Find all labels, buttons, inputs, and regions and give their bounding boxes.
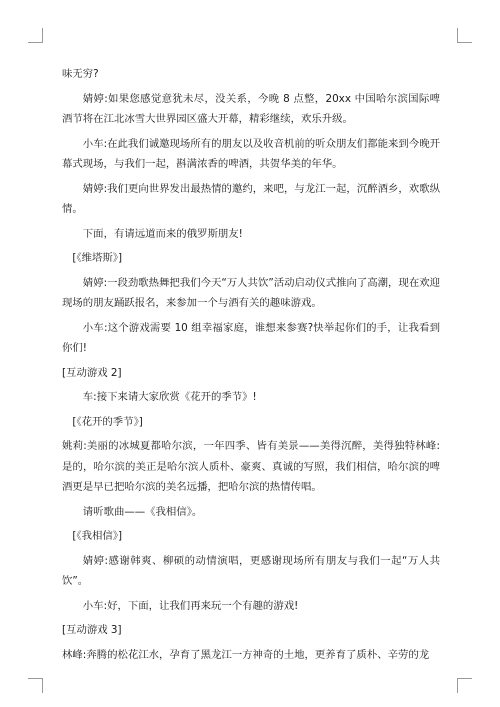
paragraph: 请听歌曲——《我相信》。 bbox=[82, 505, 203, 518]
crop-mark-top-left bbox=[28, 28, 43, 43]
crop-mark-top-right bbox=[457, 28, 472, 43]
paragraph: 婧婷:感谢韩爽、柳硕的动情演唱，更感谢现场所有朋友与我们一起“万人共饮”。 bbox=[62, 554, 440, 587]
paragraph: [互动游戏 2] bbox=[62, 366, 122, 379]
paragraph: 车:接下来请大家欣赏《花开的季节》! bbox=[82, 391, 257, 403]
crop-mark-bottom-left bbox=[28, 678, 43, 693]
paragraph: 下面，有请远道而来的俄罗斯朋友! bbox=[82, 227, 243, 240]
paragraph: [《维塔斯》] bbox=[72, 252, 123, 264]
paragraph: 味无穷? bbox=[62, 68, 99, 80]
paragraph: 婧婷:一段劲歌热舞把我们今天“万人共饮”活动启动仪式推向了高潮，现在欢迎现场的朋友踊跃报名，来参加一个与酒有关的趣味游戏。 bbox=[62, 276, 440, 309]
paragraph: 婧婷:我们更向世界发出最热情的邀约，来吧，与龙江一起，沉醉酒乡，欢歌纵情。 bbox=[62, 182, 440, 215]
paragraph: 姚莉:美丽的冰城夏都哈尔滨，一年四季、皆有美景——美得沉醉，美得独特林峰:是的，哈尔滨的美正是哈尔滨人质朴、豪爽、真诚的写照，我们相信，哈尔滨的啤酒更是早已把哈尔滨的美名远播，把哈尔滨的热情传唱。 bbox=[62, 440, 440, 493]
crop-mark-bottom-right bbox=[457, 678, 472, 693]
paragraph: 林峰:奔腾的松花江水，孕育了黑龙江一方神奇的土地，更养育了质朴、辛劳的龙 bbox=[62, 648, 430, 661]
paragraph: 小车:这个游戏需要 10 组幸福家庭，谁想来参赛?快举起你们的手，让我看到你们! bbox=[62, 321, 440, 354]
paragraph: [《花开的季节》] bbox=[72, 415, 143, 428]
document-body bbox=[62, 64, 440, 669]
paragraph: [互动游戏 3] bbox=[62, 624, 122, 636]
paragraph: [《我相信》] bbox=[72, 530, 123, 542]
paragraph: 小车:在此我们诚邀现场所有的朋友以及收音机前的听众朋友们都能来到今晚开幕式现场，与我们一起，斟满浓香的啤酒，共贺华美的年华。 bbox=[62, 137, 440, 170]
paragraph: 婧婷:如果您感觉意犹未尽，没关系，今晚 8 点整，20xx 中国哈尔滨国际啤酒节将在江北冰雪大世界园区盛大开幕，精彩继续，欢乐升级。 bbox=[62, 92, 440, 125]
paragraph: 小车:好，下面，让我们再来玩一个有趣的游戏! bbox=[82, 599, 299, 612]
